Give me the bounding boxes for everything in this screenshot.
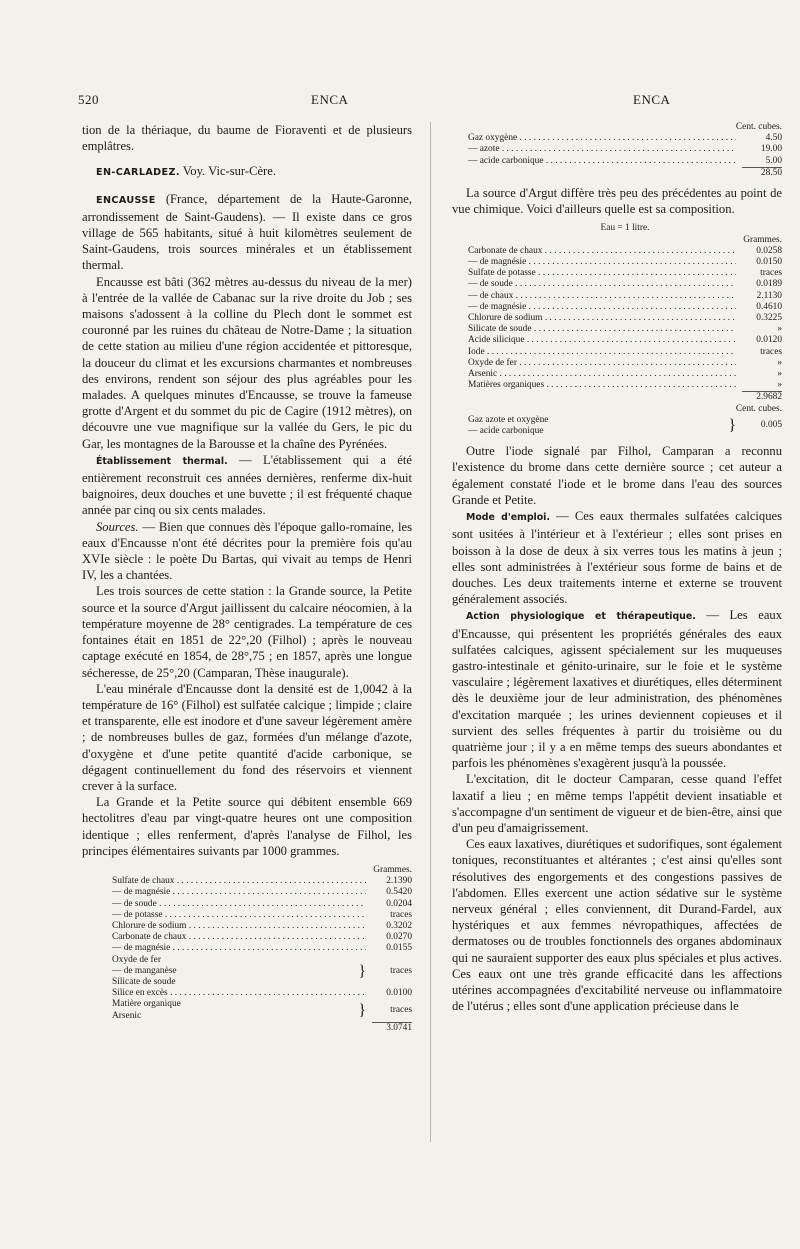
table-label: — acide carbonique bbox=[468, 426, 544, 437]
table-value: traces bbox=[390, 909, 412, 920]
table-value: 0.3202 bbox=[386, 920, 412, 931]
table-value: traces bbox=[760, 268, 782, 279]
table-label: Oxyde de fer bbox=[112, 954, 161, 965]
paragraph-action: Action physiologique et thérapeutique. — Les eaux d'Encausse, qui présentent les propriétés générales des eaux sulfatées calciques, agissent spécialement sur les muqueuses gastro-intestinale et génito-urinaire, sur le foie et le système vasculaire ; légèrement laxatives et diurétiques, elles déterminent dès le deuxième jour de leur administration, des phénomènes d'excitation marquée ; les urines deviennent copieuses et il survient des selles fréquentes à partir du troisième ou du quatrième jour ; il y a en même temps des sueurs abondantes et parfois les phénomènes s'exagèrent jusqu'à la poussée. bbox=[452, 608, 783, 771]
table-row bbox=[112, 887, 412, 898]
table-label: Arsenic bbox=[112, 1010, 142, 1021]
entry-encausse: ENCAUSSE (France, département de la Haute-Garonne, arrondissement de Saint-Gaudens). — Il existe dans ce gros village de 565 habitants, situé à huit kilomètres seulement de Saint-Gaudens, trois sources minérales et un établissement thermal. bbox=[82, 191, 412, 273]
table-label: Matière organique bbox=[112, 999, 181, 1010]
table-value: 5.00 bbox=[765, 155, 782, 166]
table-row bbox=[468, 335, 782, 346]
table-value: » bbox=[777, 380, 782, 391]
table-row bbox=[468, 144, 782, 155]
paragraph-three-sources: Les trois sources de cette station : la Grande source, la Petite source et la source d'Argut jaillissent du calcaire néocomien, à la température moyenne de 28° centigrades. La température de ces fontaines était en 1851 de 22°,20 (Filhol) ; après le nouveau captage exécuté en 1854, de 28°,75 ; en 1857, après une longue sécheresse, de 25°,20 (Camparan, Thèse inaugurale). bbox=[82, 584, 412, 680]
table-value: 0.0155 bbox=[386, 943, 412, 954]
table-label: — de soude . . . bbox=[112, 899, 366, 910]
table-label: Sulfate de chaux . . . bbox=[112, 876, 366, 887]
table-unit: Cent. cubes. bbox=[735, 403, 782, 414]
table-label: — de chaux . . . bbox=[468, 291, 736, 302]
right-running-title: ENCA bbox=[633, 92, 671, 107]
subheading: Établissement thermal. bbox=[96, 455, 228, 467]
paragraph-laxatives: Ces eaux laxatives, diurétiques et sudorifiques, sont également toniques, reconstituantes et altérantes ; c'est ainsi qu'elles sont résolutives des engorgements et des congestions passives de l'abdomen. Elles exercent une action sédative sur le système nerveux général ; elles conviennent, dit Durand-Fardel, aux hystériques et aux femmes névropathiques, affectées de dermatoses ou de troubles fonctionnels des organes abdominaux qui ne sauraient supporter des eaux plus spéciales et plus actives. Ces eaux ont une très grande efficacité dans les affections utérines accompagnées d'excitabilité nerveuse ou inflammatoire de l'utérus ; elles sont d'une application précieuse dans le bbox=[452, 837, 782, 1014]
table-unit: Cent. cubes. bbox=[735, 122, 782, 132]
table-label: Silicate de soude bbox=[112, 976, 176, 987]
table-row bbox=[468, 358, 782, 369]
table-label: — de manganèse bbox=[112, 965, 177, 976]
table-value: 0.3225 bbox=[756, 313, 782, 324]
left-column bbox=[82, 122, 412, 1040]
table-label: Chlorure de sodium . . . bbox=[112, 921, 366, 932]
table-row bbox=[468, 246, 782, 257]
table-value: 2.1130 bbox=[756, 290, 782, 301]
paragraph-excitation: L'excitation, dit le docteur Camparan, cesse quand l'effet laxatif a lieu ; en même temps l'appétit devient insatiable et s'accompagne d'un sentiment de vigueur et de bien-être, ainsi que d'un peu d'amaigrissement. bbox=[452, 772, 782, 835]
table-value: 0.5420 bbox=[386, 887, 412, 898]
subheading: Mode d'emploi. bbox=[466, 512, 550, 524]
table-value: 0.0270 bbox=[386, 932, 412, 943]
table-group: Gaz azote et oxygène — acide carbonique } 0.005 bbox=[468, 414, 782, 437]
table-label: Acide silicique . . . bbox=[468, 335, 736, 346]
table-label: — de magnésie . . . bbox=[112, 943, 366, 954]
table-total: 28.50 bbox=[742, 167, 782, 179]
table-label: — acide carbonique . . . bbox=[468, 156, 736, 167]
table-label: Carbonate de chaux . . . bbox=[112, 932, 366, 943]
table-unit: Grammes. bbox=[743, 234, 782, 245]
table-row: Silice en excès . . . 0.0100 bbox=[112, 988, 412, 999]
table-row bbox=[468, 133, 782, 144]
composition-table bbox=[112, 865, 412, 1034]
table-value: traces bbox=[390, 965, 412, 976]
table-label: Oxyde de fer . . . bbox=[468, 358, 736, 369]
table-label: — de potasse . . . bbox=[112, 910, 366, 921]
running-header bbox=[78, 92, 718, 112]
paragraph-situation: Encausse est bâti (362 mètres au-dessus du niveau de la mer) à l'entrée de la vallée de Cabanac sur la rive droite du Job ; ses maisons s'adossent à la colline du Plech dont le sommet est couronné par les ruines du château de Notre-Dame ; la situation de cette station au milieu d'une région accidentée et pittoresque, la douceur du climat et les excursions charmantes et nombreuses des environs, rendent son séjour des plus agréables pour les malades. A quelques minutes d'Encausse, se trouve la fameuse grotte d'Argent et du sommet du pic de Cagire (1912 mètres), on découvre une vue magnifique sur la vallée du Gers, le pic du Gar, les montagnes de la Barousse et la chaîne des Pyrénées. bbox=[82, 274, 412, 451]
subheading: Sources. bbox=[96, 519, 139, 534]
table-total: 3.0741 bbox=[372, 1022, 412, 1034]
table-row bbox=[468, 268, 782, 279]
paragraph-argut: La source d'Argut diffère très peu des précédentes au point de vue chimique. Voici d'ailleurs quelle est sa composition. bbox=[452, 186, 782, 217]
table-value: 0.005 bbox=[760, 420, 782, 431]
gas-table bbox=[468, 122, 782, 179]
table-caption: Eau = 1 litre. bbox=[600, 223, 650, 234]
table-row bbox=[468, 291, 782, 302]
entry-heading: ENCAUSSE bbox=[96, 194, 156, 206]
table-label: — de magnésie . . . bbox=[468, 302, 736, 313]
table-row bbox=[112, 899, 412, 910]
table-value: 0.0189 bbox=[756, 279, 782, 290]
argut-composition-table bbox=[468, 223, 782, 437]
table-value: 0.0258 bbox=[756, 245, 782, 256]
table-group: Oxyde de fer — de manganèse Silicate de soude } traces bbox=[112, 954, 412, 987]
table-label: Gaz oxygène . . . bbox=[468, 133, 736, 144]
table-value: 0.0204 bbox=[386, 898, 412, 909]
table-row bbox=[468, 279, 782, 290]
table-value: 19.00 bbox=[760, 144, 782, 155]
table-row bbox=[112, 943, 412, 954]
table-row bbox=[468, 324, 782, 335]
table-value: 0.0120 bbox=[756, 335, 782, 346]
table-row bbox=[468, 257, 782, 268]
table-row bbox=[468, 380, 782, 391]
table-unit: Grammes. bbox=[373, 864, 412, 875]
table-label: — de magnésie . . . bbox=[468, 257, 736, 268]
table-value: 2.1390 bbox=[386, 876, 412, 887]
intro-paragraph: tion de la thériaque, du baume de Fioraventi et de plusieurs emplâtres. bbox=[82, 123, 412, 154]
table-row bbox=[112, 921, 412, 932]
table-row bbox=[468, 313, 782, 324]
column-divider bbox=[430, 122, 431, 1142]
right-column bbox=[452, 122, 782, 1014]
table-value: traces bbox=[760, 346, 782, 357]
table-value: 4.50 bbox=[765, 133, 782, 144]
entry-heading: EN-CARLADEZ. bbox=[96, 167, 180, 179]
table-row bbox=[112, 910, 412, 921]
table-value: traces bbox=[390, 1004, 412, 1015]
table-row bbox=[112, 876, 412, 887]
table-label: Matières organiques . . . bbox=[468, 380, 736, 391]
table-row bbox=[468, 369, 782, 380]
table-row bbox=[468, 156, 782, 167]
entry-en-carladez: EN-CARLADEZ. Voy. Vic-sur-Cère. bbox=[96, 164, 276, 179]
table-row bbox=[112, 932, 412, 943]
table-value: 0.0150 bbox=[756, 257, 782, 268]
table-label: Carbonate de chaux . . . bbox=[468, 246, 736, 257]
paragraph-mineral-water: L'eau minérale d'Encausse dont la densité est de 1,0042 à la température de 16° (Filhol) est sulfatée calcique ; limpide ; claire et transparente, elle est inodore et d'une saveur légèrement amère ; de nombreuses bulles de gaz, formées d'un mélange d'azote, d'oxygène et d'une petite quantité d'acide carbonique, se dégagent continuellement du fond des réservoirs et viennent crever à la surface. bbox=[82, 681, 412, 793]
table-value: 0.4610 bbox=[756, 301, 782, 312]
table-value: » bbox=[777, 324, 782, 335]
table-label: — de magnésie . . . bbox=[112, 887, 366, 898]
table-value: » bbox=[777, 357, 782, 368]
paragraph-iode: Outre l'iode signalé par Filhol, Camparan a reconnu l'existence du brome dans cette dernière source ; cet auteur a également constaté l'iode et le brome dans l'eau des sources Grande et Petite. bbox=[452, 444, 782, 507]
table-label: Chlorure de sodium . . . bbox=[468, 313, 736, 324]
table-total: 2.9682 bbox=[742, 391, 782, 403]
table-label: — azote . . . bbox=[468, 144, 736, 155]
table-label: — de soude . . . bbox=[468, 279, 736, 290]
page-number: 520 bbox=[78, 92, 99, 107]
paragraph-etablissement: Établissement thermal. — L'établissement qui a été entièrement reconstruit ces années dernières, renferme dix-huit baignoires, deux douches et une buvette ; il est fréquenté chaque année par cinq ou six cents malades. bbox=[82, 452, 412, 518]
table-label: Iode . . . bbox=[468, 347, 736, 358]
subheading: Action physiologique et thérapeutique. bbox=[466, 611, 696, 623]
table-label: Sulfate de potasse . . . bbox=[468, 268, 736, 279]
table-label: Gaz azote et oxygène bbox=[468, 414, 549, 425]
paragraph-mode-emploi: Mode d'emploi. — Ces eaux thermales sulfatées calciques sont usitées à l'intérieur et à l'extérieur ; elles sont prises en boisson à la dose de deux à six verres tous les matins à jeun ; elles sont administrées à l'extérieur sous forme de bains et de douches. Les deux traitements interne et externe se trouvent généralement associés. bbox=[452, 509, 783, 607]
table-label: Silicate de soude . . . bbox=[468, 324, 736, 335]
table-row bbox=[468, 347, 782, 358]
table-label: Arsenic . . . bbox=[468, 369, 736, 380]
table-row bbox=[468, 302, 782, 313]
left-running-title: ENCA bbox=[311, 92, 349, 107]
paragraph-composition: La Grande et la Petite source qui débitent ensemble 669 hectolitres d'eau par vingt-quatre heures ont une composition identique ; elles renferment, d'après l'analyse de Filhol, les principes élémentaires suivants par 1000 grammes. bbox=[82, 795, 412, 858]
table-value: » bbox=[777, 369, 782, 380]
paragraph-sources: Sources. — Bien que connues dès l'époque gallo-romaine, les eaux d'Encausse n'ont été décrites pour la première fois qu'au XVIe siècle : le poète Du Bartas, qui vivait au temps de Henri IV, les a chantées. bbox=[82, 519, 412, 583]
table-group: Matière organique Arsenic } traces bbox=[112, 999, 412, 1021]
